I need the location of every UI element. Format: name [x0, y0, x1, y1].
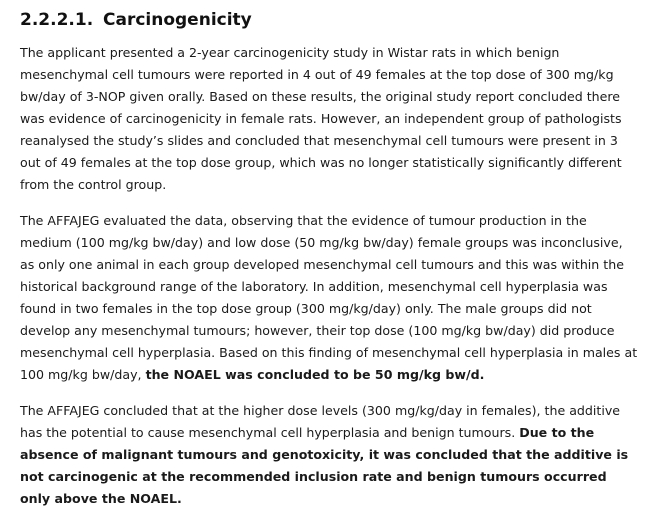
paragraph-study-summary	[20, 42, 638, 196]
paragraph-bold-conclusion: the NOAEL was concluded to be 50 mg/kg bw/d.	[145, 367, 485, 382]
section-number: 2.2.2.1.	[20, 10, 94, 30]
section-heading	[20, 8, 638, 32]
section-title: Carcinogenicity	[103, 10, 252, 30]
paragraph-text: The AFFAJEG concluded that at the higher dose levels (300 mg/kg/day in females), the additive has the potential to cause mesenchymal cell hyperplasia and benign tumours.	[20, 403, 621, 440]
paragraph-text: The applicant presented a 2-year carcinogenicity study in Wistar rats in which benign mesenchymal cell tumours were reported in 4 out of 49 females at the top dose of 300 mg/kg bw/day of 3-NOP given orally. Based on these results, the original study report concluded there was evidence of carcinogenicity in female rats. However, an independent group of pathologists reanalysed the study’s slides and concluded that mesenchymal cell tumours were present in 3 out of 49 females at the top dose group, which was no longer statistically significantly different from the control group.	[20, 45, 622, 192]
paragraph-bold-conclusion: Due to the absence of malignant tumours and genotoxicity, it was concluded that the additive is not carcinogenic at the recommended inclusion rate and benign tumours occurred only above the NOAEL.	[20, 425, 629, 506]
paragraph-affajeg-conclusion	[20, 400, 638, 510]
paragraph-text: The AFFAJEG evaluated the data, observing that the evidence of tumour production in the medium (100 mg/kg bw/day) and low dose (50 mg/kg bw/day) female groups was inconclusive, as only one animal in each group developed mesenchymal cell tumours and this was within the historical background range of the laboratory. In addition, mesenchymal cell hyperplasia was found in two females in the top dose group (300 mg/kg/day) only. The male groups did not develop any mesenchymal tumours; however, their top dose (100 mg/kg bw/day) did produce mesenchymal cell hyperplasia. Based on this finding of mesenchymal cell hyperplasia in males at 100 mg/kg bw/day,	[20, 213, 638, 382]
paragraph-affajeg-evaluation	[20, 210, 638, 386]
